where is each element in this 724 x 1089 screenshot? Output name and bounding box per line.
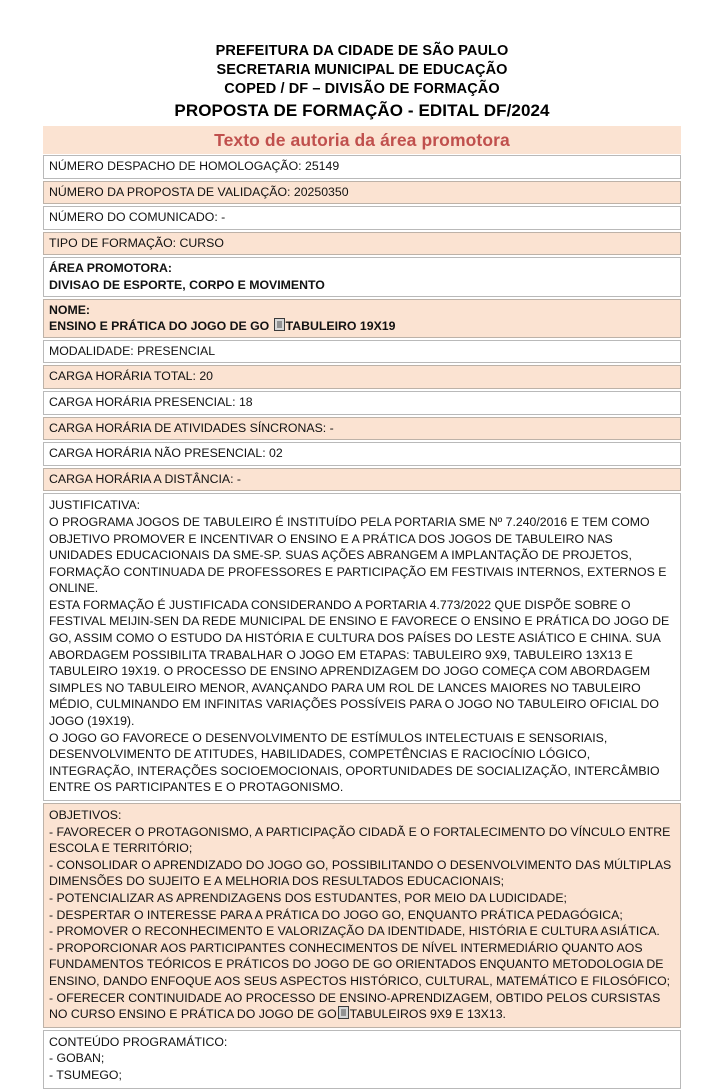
table-row-nome [43,299,681,338]
justificativa-paragraph-3: O JOGO GO FAVORECE O DESENVOLVIMENTO DE ESTÍMULOS INTELECTUAIS E SENSORIAIS, DESENVOLVIMENTO DE ATITUDES, HABILIDADES, COMPETÊNCIAS E RACIOCÍNIO LÓGICO, INTEGRAÇÃO, INTERAÇÕES SOCIOEMOCIONAIS, OPORTUNIDADES DE SOCIALIZAÇÃO, INTERCÂMBIO ENTRE OS PARTICIPANTES E O PROTAGONISMO. [49,730,660,795]
objetivos-label: OBJETIVOS: [49,808,122,822]
objetivos-item-1: - FAVORECER O PROTAGONISMO, A PARTICIPAÇÃO CIDADÃ E O FORTALECIMENTO DO VÍNCULO ENTRE ESCOLA E TERRITÓRIO; [49,824,671,856]
justificativa-paragraph-2: ESTA FORMAÇÃO É JUSTIFICADA CONSIDERANDO A PORTARIA 4.773/2022 QUE DISPÕE SOBRE O FESTIVAL MEIJIN-SEN DA REDE MUNICIPAL DE ENSINO E FAVORECE O ENSINO E PRÁTICA DO JOGO DE GO, ASSIM COMO O ESTUDO DA HISTÓRIA E CULTURA DOS PAÍSES DO LESTE ASIÁTICO E CHINA. SUA ABORDAGEM POSSIBILITA TRABALHAR O JOGO EM ETAPAS: TABULEIRO 9X9, TABULEIRO 13X13 E TABULEIRO 19X19. O PROCESSO DE ENSINO APRENDIZAGEM DO JOGO COMEÇA COM ABORDAGEM SIMPLES NO TABULEIRO MENOR, AVANÇANDO PARA UM ROL DE LANCES MAIORES NO TABULEIRO MÉDIO, CULMINANDO EM INFINITAS VARIAÇÕES POSSÍVEIS PARA O JOGO NO TABULEIRO OFICIAL DO JOGO (19X19). [49,597,670,729]
table-row-objetivos [43,803,681,1028]
objetivos-item-7-pre: - OFERECER CONTINUIDADE AO PROCESSO DE ENSINO-APRENDIZAGEM, OBTIDO PELOS CURSISTAS NO CURSO ENSINO E PRÁTICA DO JOGO DE GO [49,990,661,1022]
objetivos-item-6: - PROPORCIONAR AOS PARTICIPANTES CONHECIMENTOS DE NÍVEL INTERMEDIÁRIO QUANTO AOS FUNDAMENTOS TEÓRICOS E PRÁTICOS DO JOGO DE GO ORIENTADOS ENQUANTO METODOLOGIA DE ENSINO, DANDO ENFOQUE AOS SEUS ASPECTOS HISTÓRICO, CULTURAL, MATEMÁTICO E FILOSÓFICO; [49,940,671,988]
table-row-carga-horaria-sincronas [43,417,681,441]
table-row-modalidade [43,340,681,364]
field-tipo-formacao: TIPO DE FORMAÇÃO: CURSO [49,235,224,250]
field-carga-horaria-sincronas: CARGA HORÁRIA DE ATIVIDADES SÍNCRONAS: - [49,420,334,435]
field-nome-value [49,318,680,335]
field-despacho: NÚMERO DESPACHO DE HOMOLOGAÇÃO: 25149 [49,159,340,173]
table-row-carga-horaria-distancia [43,468,681,492]
table-row-carga-horaria-total [43,365,681,389]
table-row-conteudo-programatico [43,1030,681,1089]
field-nome-label: NOME: [49,302,90,317]
header-line-prefeitura: PREFEITURA DA CIDADE DE SÃO PAULO [215,43,509,59]
field-area-promotora-value: DIVISAO DE ESPORTE, CORPO E MOVIMENTO [49,277,325,292]
field-carga-horaria-presencial: CARGA HORÁRIA PRESENCIAL: 18 [49,394,253,409]
objetivos-item-7-post: TABULEIROS 9X9 E 13X13. [349,1007,506,1022]
table-row-justificativa [43,493,681,801]
table-row-despacho [43,155,681,179]
authorship-banner [43,126,681,154]
field-area-promotora-label: ÁREA PROMOTORA: [49,261,172,276]
objetivos-item-4: - DESPERTAR O INTERESSE PARA A PRÁTICA DO JOGO GO, ENQUANTO PRÁTICA PEDAGÓGICA; [49,907,623,922]
table-row-proposta [43,181,681,205]
page-title: PROPOSTA DE FORMAÇÃO - EDITAL DF/2024 [174,101,550,120]
table-row-carga-horaria-presencial [43,391,681,415]
header-line-coped: COPED / DF – DIVISÃO DE FORMAÇÃO [224,81,500,97]
field-nome-value-pre: ENSINO E PRÁTICA DO JOGO DE GO [49,319,273,334]
conteudo-item-1: - GOBAN; [49,1051,105,1066]
field-carga-horaria-distancia: CARGA HORÁRIA A DISTÂNCIA: - [49,471,242,486]
field-nome-value-post: TABULEIRO 19X19 [285,319,396,334]
justificativa-label: JUSTIFICATIVA: [49,498,141,513]
table-row-carga-horaria-nao-presencial [43,442,681,466]
field-modalidade: MODALIDADE: PRESENCIAL [49,343,216,358]
table-row-comunicado [43,206,681,230]
conteudo-label: CONTEÚDO PROGRAMÁTICO: [49,1034,228,1049]
field-carga-horaria-total: CARGA HORÁRIA TOTAL: 20 [49,369,214,384]
field-proposta-validacao: NÚMERO DA PROPOSTA DE VALIDAÇÃO: 20250350 [49,184,349,199]
objetivos-item-2: - CONSOLIDAR O APRENDIZADO DO JOGO GO, POSSIBILITANDO O DESENVOLVIMENTO DAS MÚLTIPLAS DIMENSÕES DO SUJEITO E A MELHORIA DOS RESULTADOS EDUCACIONAIS; [49,857,672,889]
objetivos-item-7 [49,990,676,1023]
header-line-secretaria: SECRETARIA MUNICIPAL DE EDUCAÇÃO [216,62,508,78]
missing-glyph-icon [274,318,285,331]
table-row-tipo-formacao [43,232,681,256]
missing-glyph-icon [338,1006,349,1019]
conteudo-item-2: - TSUMEGO; [49,1067,122,1082]
objetivos-item-5: - PROMOVER O RECONHECIMENTO E VALORIZAÇÃO DA IDENTIDADE, HISTÓRIA E CULTURA ASIÁTICA. [49,924,660,939]
justificativa-paragraph-1: O PROGRAMA JOGOS DE TABULEIRO É INSTITUÍDO PELA PORTARIA SME Nº 7.240/2016 E TEM COMO OBJETIVO PROMOVER E INCENTIVAR O ENSINO E A PRÁTICA DOS JOGOS DE TABULEIRO NAS UNIDADES EDUCACIONAIS DA SME-SP. SUAS AÇÕES ABRANGEM A IMPLANTAÇÃO DE PROJETOS, FORMAÇÃO CONTINUADA DE PROFESSORES E PARTICIPAÇÃO EM FESTIVAIS INTERNOS, EXTERNOS E ONLINE. [49,514,667,596]
authorship-banner-text: Texto de autoria da área promotora [214,130,510,150]
field-carga-horaria-nao-presencial: CARGA HORÁRIA NÃO PRESENCIAL: 02 [49,446,283,461]
field-comunicado: NÚMERO DO COMUNICADO: - [49,210,226,225]
document-header [0,0,724,122]
objetivos-item-3: - POTENCIALIZAR AS APRENDIZAGENS DOS ESTUDANTES, POR MEIO DA LUDICIDADE; [49,890,567,905]
proposal-fields-table [43,155,681,1089]
table-row-area-promotora [43,257,681,296]
